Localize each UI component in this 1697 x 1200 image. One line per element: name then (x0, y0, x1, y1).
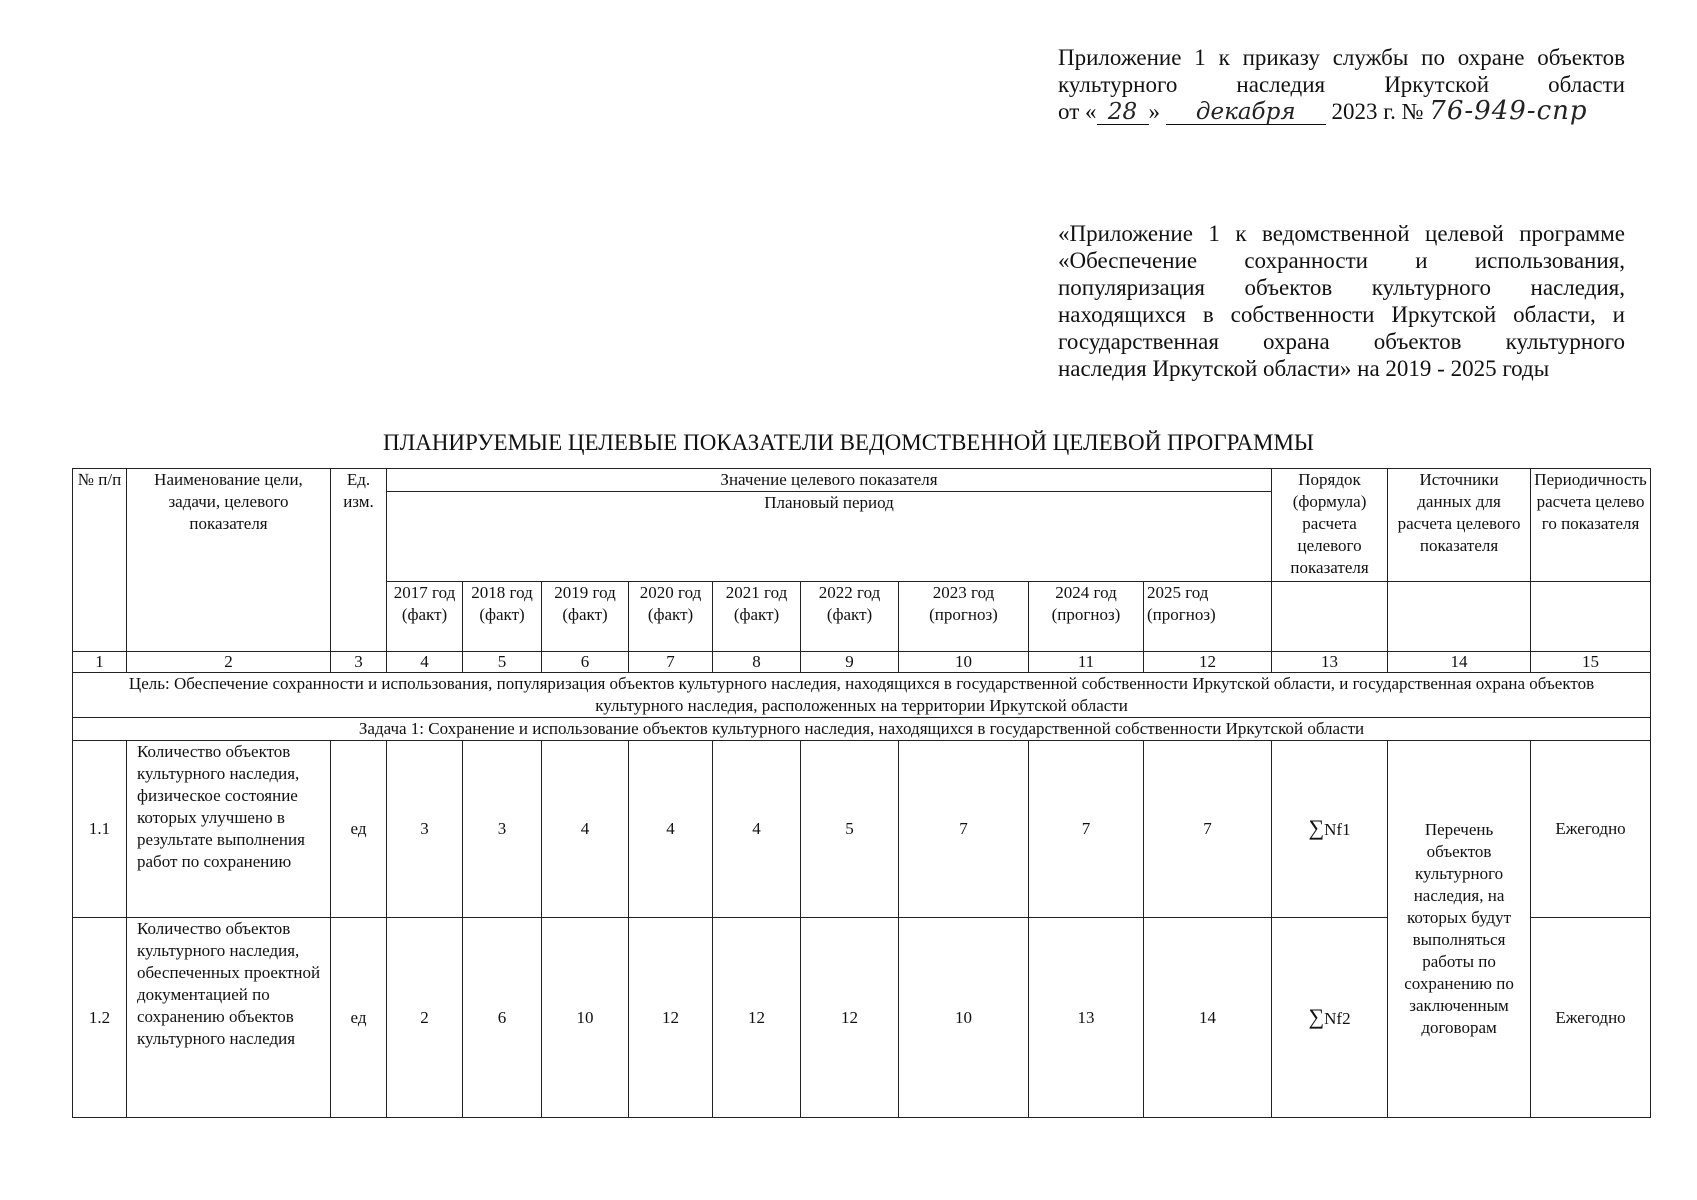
goal-row (73, 673, 1651, 718)
row-number: 1.2 (73, 918, 127, 1118)
column-number: 14 (1388, 652, 1531, 673)
value-cell: 14 (1144, 918, 1272, 1118)
value-cell: 7 (1144, 741, 1272, 918)
task-cell: Задача 1: Сохранение и использование объектов культурного наследия, находящихся в государственной собственности Иркутской области (73, 718, 1651, 741)
order-line-2 (1058, 71, 1625, 98)
column-number: 4 (387, 652, 463, 673)
order-day-handwritten: 28 (1097, 100, 1149, 125)
order-number-handwritten: 76-949-спр (1429, 96, 1588, 126)
header-empty-cell (1388, 582, 1531, 652)
column-number: 3 (331, 652, 387, 673)
value-cell: 4 (629, 741, 713, 918)
column-number: 1 (73, 652, 127, 673)
header-year: 2022 год (факт) (801, 582, 899, 652)
order-word: наследия (1236, 72, 1326, 97)
order-from-prefix: от « (1058, 99, 1097, 124)
order-header (1058, 44, 1625, 125)
header-empty-cell (1272, 582, 1388, 652)
header-year: 2023 год (прогноз) (899, 582, 1029, 652)
header-row-1 (73, 469, 1651, 492)
header-year: 2017 год (факт) (387, 582, 463, 652)
column-number: 15 (1531, 652, 1651, 673)
row-number: 1.1 (73, 741, 127, 918)
sum-icon: ∑ (1308, 815, 1325, 840)
header-year: 2025 год (прогноз) (1144, 582, 1272, 652)
column-numbers-row (73, 652, 1651, 673)
value-cell: 12 (713, 918, 801, 1118)
period-cell: Ежегодно (1531, 741, 1651, 918)
unit-cell: ед (331, 741, 387, 918)
appendix-line: государственная охрана объектов культурного (1058, 329, 1625, 354)
column-number: 7 (629, 652, 713, 673)
header-value: Значение целевого показателя (387, 469, 1272, 492)
order-word: Иркутской (1384, 72, 1490, 97)
header-empty-cell (1531, 582, 1651, 652)
appendix-line: находящихся в собственности Иркутской области, и (1058, 302, 1625, 327)
column-number: 11 (1029, 652, 1144, 673)
value-cell: 13 (1029, 918, 1144, 1118)
sum-icon: ∑ (1308, 1003, 1325, 1029)
value-cell: 6 (463, 918, 542, 1118)
order-month-handwritten: декабря (1166, 100, 1326, 125)
order-line-1: Приложение 1 к приказу службы по охране объектов (1058, 45, 1625, 70)
column-number: 13 (1272, 652, 1388, 673)
appendix-line: «Приложение 1 к ведомственной целевой программе (1058, 221, 1625, 246)
header-plan: Плановый период (387, 492, 1272, 582)
header-unit: Ед. изм. (331, 469, 387, 652)
formula-variable: Nf2 (1324, 1008, 1351, 1028)
value-cell: 4 (713, 741, 801, 918)
order-date-line (1058, 98, 1625, 125)
order-word: культурного (1058, 72, 1178, 97)
value-cell: 12 (629, 918, 713, 1118)
header-name: Наименование цели, задачи, целевого показателя (127, 469, 331, 652)
source-cell: Перечень объектов культурного наследия, на которых будут выполняться работы по сохранению по заключенным договорам (1388, 741, 1531, 1118)
value-cell: 5 (801, 741, 899, 918)
unit-cell: ед (331, 918, 387, 1118)
indicator-name: Количество объектов культурного наследия, обеспеченных проектной документацией по сохранению объектов культурного наследия (127, 918, 331, 1118)
value-cell: 7 (899, 741, 1029, 918)
value-cell: 4 (542, 741, 629, 918)
column-number: 10 (899, 652, 1029, 673)
value-cell: 3 (463, 741, 542, 918)
period-cell: Ежегодно (1531, 918, 1651, 1118)
value-cell: 10 (542, 918, 629, 1118)
value-cell: 12 (801, 918, 899, 1118)
indicator-name: Количество объектов культурного наследия, физическое состояние которых улучшено в результате выполнения работ по сохранению (127, 741, 331, 918)
table-title: ПЛАНИРУЕМЫЕ ЦЕЛЕВЫЕ ПОКАЗАТЕЛИ ВЕДОМСТВЕННОЙ ЦЕЛЕВОЙ ПРОГРАММЫ (383, 430, 1314, 455)
task-row (73, 718, 1651, 741)
header-year: 2021 год (факт) (713, 582, 801, 652)
column-number: 9 (801, 652, 899, 673)
column-number: 8 (713, 652, 801, 673)
goal-cell: Цель: Обеспечение сохранности и использования, популяризация объектов культурного наследия, находящихся в государственной собственности Иркутской области, и государственная охрана объектов культурного наследия, расположенных на территории Иркутской области (73, 673, 1651, 718)
appendix-line: наследия Иркутской области» на 2019 - 2025 годы (1058, 356, 1550, 381)
value-cell: 7 (1029, 741, 1144, 918)
header-year: 2020 год (факт) (629, 582, 713, 652)
value-cell: 2 (387, 918, 463, 1118)
order-year-text: 2023 г. № (1331, 99, 1424, 124)
targets-table (72, 468, 1651, 1118)
header-no: № п/п (73, 469, 127, 652)
header-period: Периодичность расчета целевого показателя (1531, 469, 1651, 582)
column-number: 6 (542, 652, 629, 673)
appendix-line: популяризация объектов культурного наследия, (1058, 275, 1625, 300)
formula-variable: Nf1 (1324, 820, 1351, 839)
header-year: 2018 год (факт) (463, 582, 542, 652)
value-cell: 10 (899, 918, 1029, 1118)
header-year: 2019 год (факт) (542, 582, 629, 652)
order-day-close: » (1148, 99, 1160, 124)
appendix-line: «Обеспечение сохранности и использования, (1058, 248, 1625, 273)
header-year: 2024 год (прогноз) (1029, 582, 1144, 652)
value-cell: 3 (387, 741, 463, 918)
column-number: 2 (127, 652, 331, 673)
column-number: 5 (463, 652, 542, 673)
formula-cell (1272, 918, 1388, 1118)
column-number: 12 (1144, 652, 1272, 673)
formula-cell (1272, 741, 1388, 918)
header-formula: Порядок (формула) расчета целевого показателя (1272, 469, 1388, 582)
appendix-header (1058, 220, 1625, 382)
header-source: Источники данных для расчета целевого показателя (1388, 469, 1531, 582)
table-row (73, 741, 1651, 918)
order-word: области (1548, 72, 1625, 97)
